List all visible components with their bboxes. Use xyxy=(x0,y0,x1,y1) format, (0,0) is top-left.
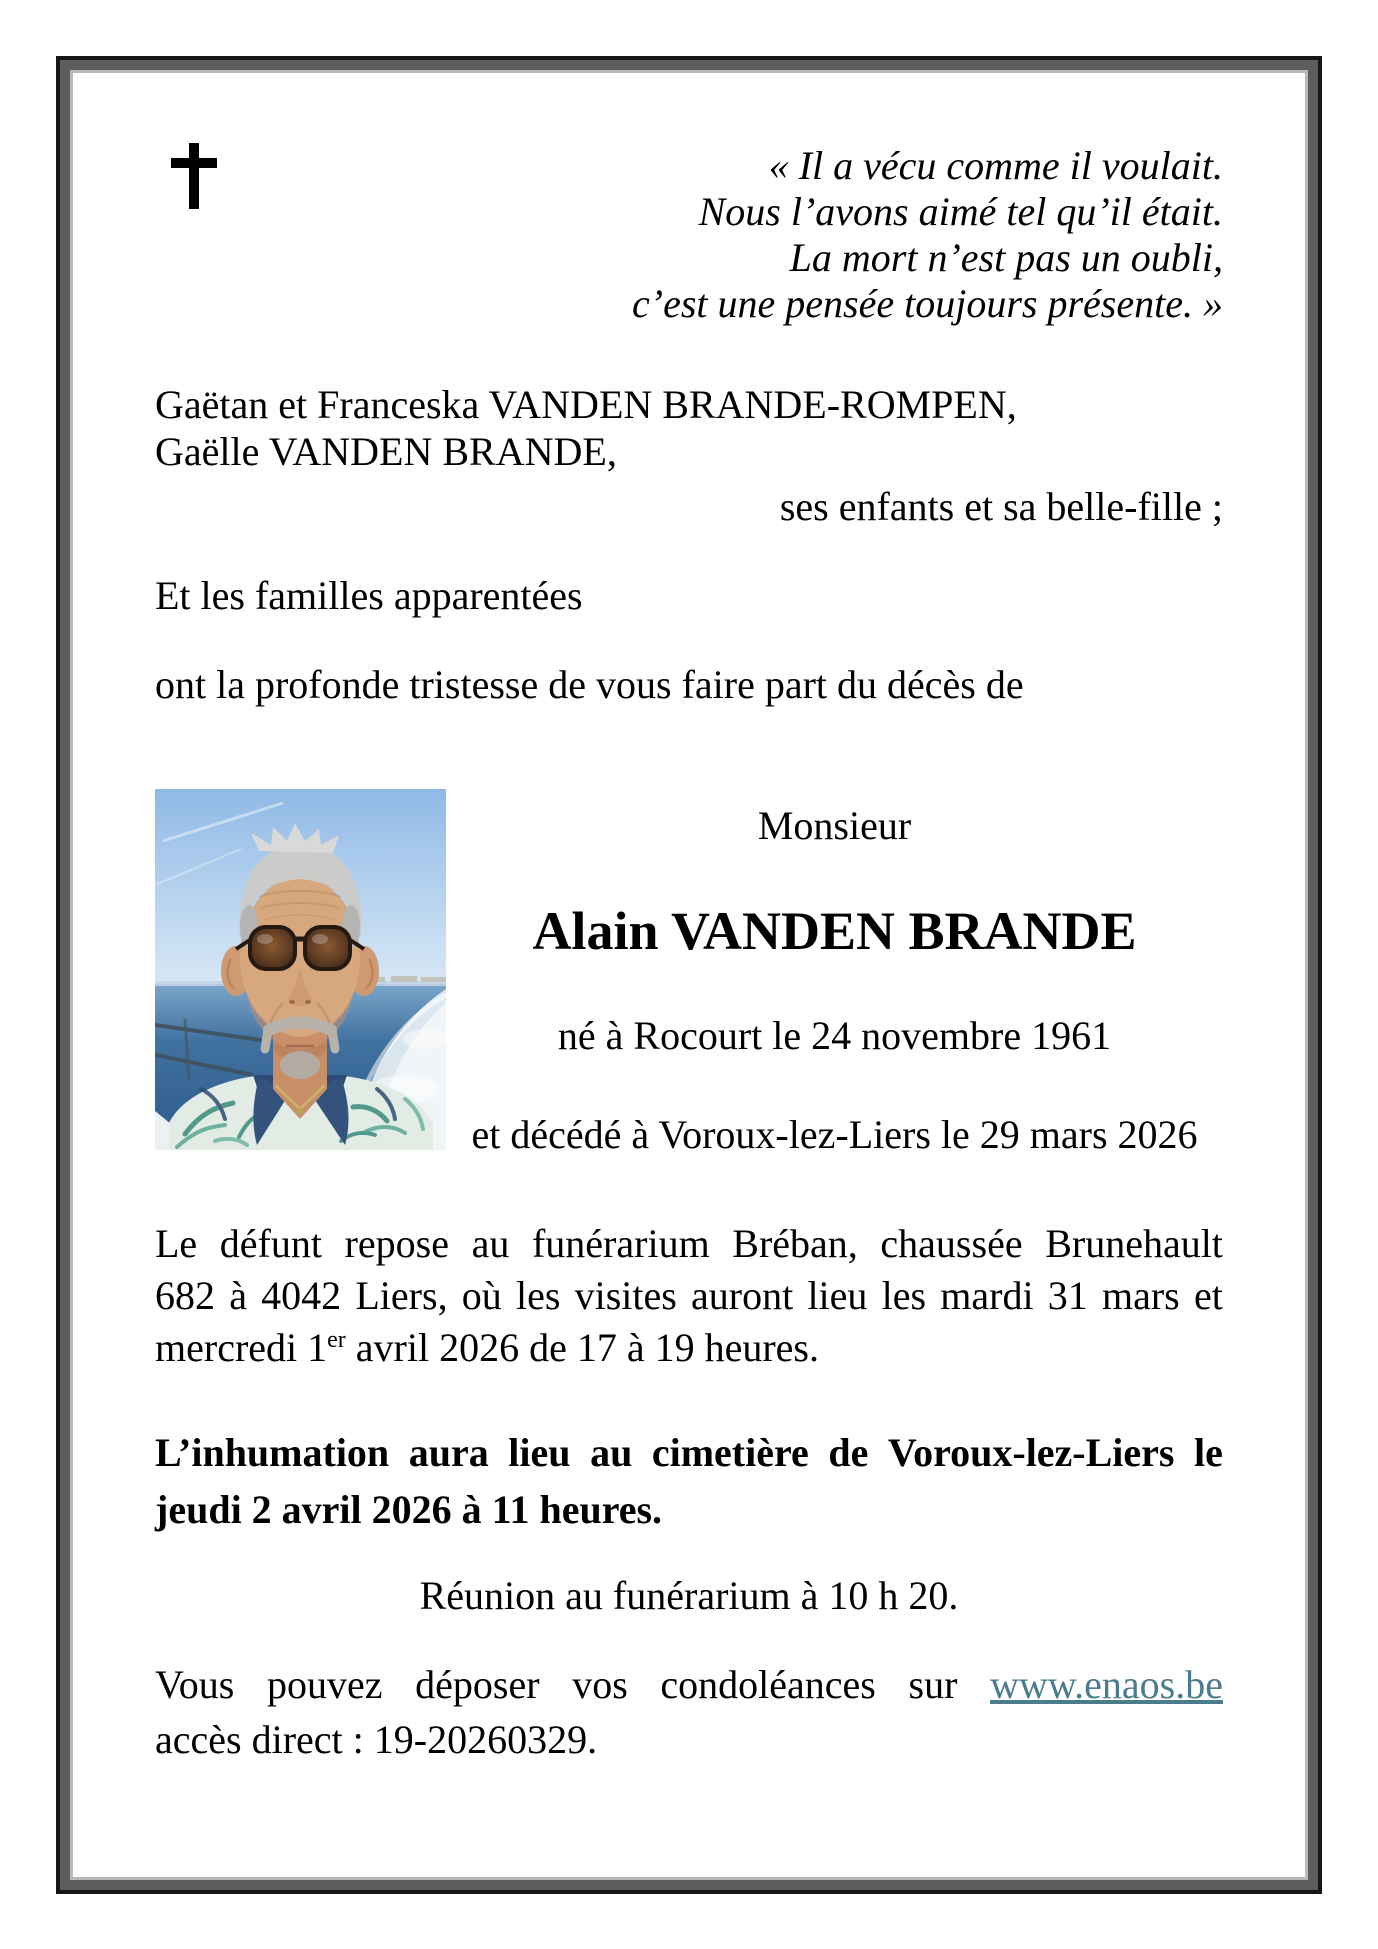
word: Liers, xyxy=(355,1273,448,1318)
word: Voroux-lez-Liers xyxy=(887,1430,1175,1475)
word: mardi xyxy=(940,1273,1034,1318)
ordinal-superscript: er xyxy=(327,1327,346,1353)
word: cimetière xyxy=(651,1430,809,1475)
word: repose xyxy=(344,1221,449,1266)
word: et xyxy=(1193,1273,1223,1318)
paragraph-line: jeudi 2 avril 2026 à 11 heures. xyxy=(155,1487,663,1532)
birth-line: né à Rocourt le 24 novembre 1961 xyxy=(557,1013,1112,1058)
word: mars xyxy=(1101,1273,1180,1318)
paragraph-line xyxy=(155,1322,1223,1374)
condolences-paragraph xyxy=(155,1657,1223,1767)
page-frame-inner xyxy=(70,70,1308,1880)
text-run: mercredi 1 xyxy=(155,1325,328,1370)
paragraph-line: accès direct : 19-20260329. xyxy=(155,1717,598,1762)
word: de xyxy=(828,1430,869,1475)
word: à xyxy=(229,1273,247,1318)
cross-icon xyxy=(171,143,217,209)
word: auront xyxy=(691,1273,794,1318)
person-section xyxy=(155,789,1223,1158)
family-names xyxy=(155,381,1223,475)
obituary-content xyxy=(73,143,1305,1947)
word: au xyxy=(590,1430,633,1475)
family-name-line: Gaëlle VANDEN BRANDE, xyxy=(155,429,617,474)
family-relation: ses enfants et sa belle-fille ; xyxy=(779,484,1223,529)
word: défunt xyxy=(219,1221,322,1266)
paragraph-line xyxy=(155,1218,1223,1270)
word: sur xyxy=(908,1662,958,1707)
enaos-link[interactable]: www.enaos.be xyxy=(990,1662,1223,1707)
quote-line: « Il a vécu comme il voulait. xyxy=(768,143,1223,188)
portrait-photo xyxy=(155,789,446,1150)
word: les xyxy=(881,1273,927,1318)
page-frame xyxy=(56,56,1322,1894)
word: condoléances xyxy=(660,1662,876,1707)
deceased-title: Monsieur xyxy=(757,803,912,848)
word: au xyxy=(471,1221,510,1266)
word: vos xyxy=(572,1662,628,1707)
text-run: avril 2026 de 17 à 19 heures. xyxy=(345,1325,819,1370)
deceased-identity xyxy=(446,789,1223,1158)
word: lieu xyxy=(807,1273,868,1318)
word: 682 xyxy=(155,1273,215,1318)
word: L’inhumation xyxy=(155,1430,390,1475)
memorial-quote xyxy=(155,143,1223,327)
word: Bréban, xyxy=(732,1221,858,1266)
word: 4042 xyxy=(261,1273,342,1318)
word: Vous xyxy=(155,1662,235,1707)
word: visites xyxy=(574,1273,677,1318)
burial-paragraph xyxy=(155,1424,1223,1538)
funeral-home-paragraph xyxy=(155,1218,1223,1374)
word: pouvez xyxy=(266,1662,383,1707)
word: Le xyxy=(155,1221,198,1266)
paragraph-line xyxy=(155,1424,1223,1481)
word: lieu xyxy=(508,1430,571,1475)
word: aura xyxy=(408,1430,489,1475)
word: déposer xyxy=(415,1662,540,1707)
word: où xyxy=(461,1273,502,1318)
word: 31 xyxy=(1047,1273,1088,1318)
family-name-line: Gaëtan et Franceska VANDEN BRANDE-ROMPEN, xyxy=(155,382,1017,427)
quote-line: La mort n’est pas un oubli, xyxy=(789,235,1223,280)
word: les xyxy=(515,1273,561,1318)
word: Brunehault xyxy=(1045,1221,1223,1266)
paragraph-line xyxy=(155,1270,1223,1322)
quote-line: Nous l’avons aimé tel qu’il était. xyxy=(698,189,1223,234)
quote-line: c’est une pensée toujours présente. » xyxy=(632,281,1223,326)
meeting-line: Réunion au funérarium à 10 h 20. xyxy=(419,1573,959,1618)
page-frame-band xyxy=(60,60,1318,1890)
word: le xyxy=(1194,1430,1223,1475)
header xyxy=(155,143,1223,329)
death-line: et décédé à Voroux-lez-Liers le 29 mars 2026 xyxy=(471,1112,1198,1157)
announcement-line: ont la profonde tristesse de vous faire part du décès de xyxy=(155,662,1024,707)
word: chaussée xyxy=(880,1221,1023,1266)
deceased-name: Alain VANDEN BRANDE xyxy=(532,901,1137,961)
paragraph-line xyxy=(155,1657,1223,1712)
word: funérarium xyxy=(531,1221,710,1266)
extended-family: Et les familles apparentées xyxy=(155,573,583,618)
